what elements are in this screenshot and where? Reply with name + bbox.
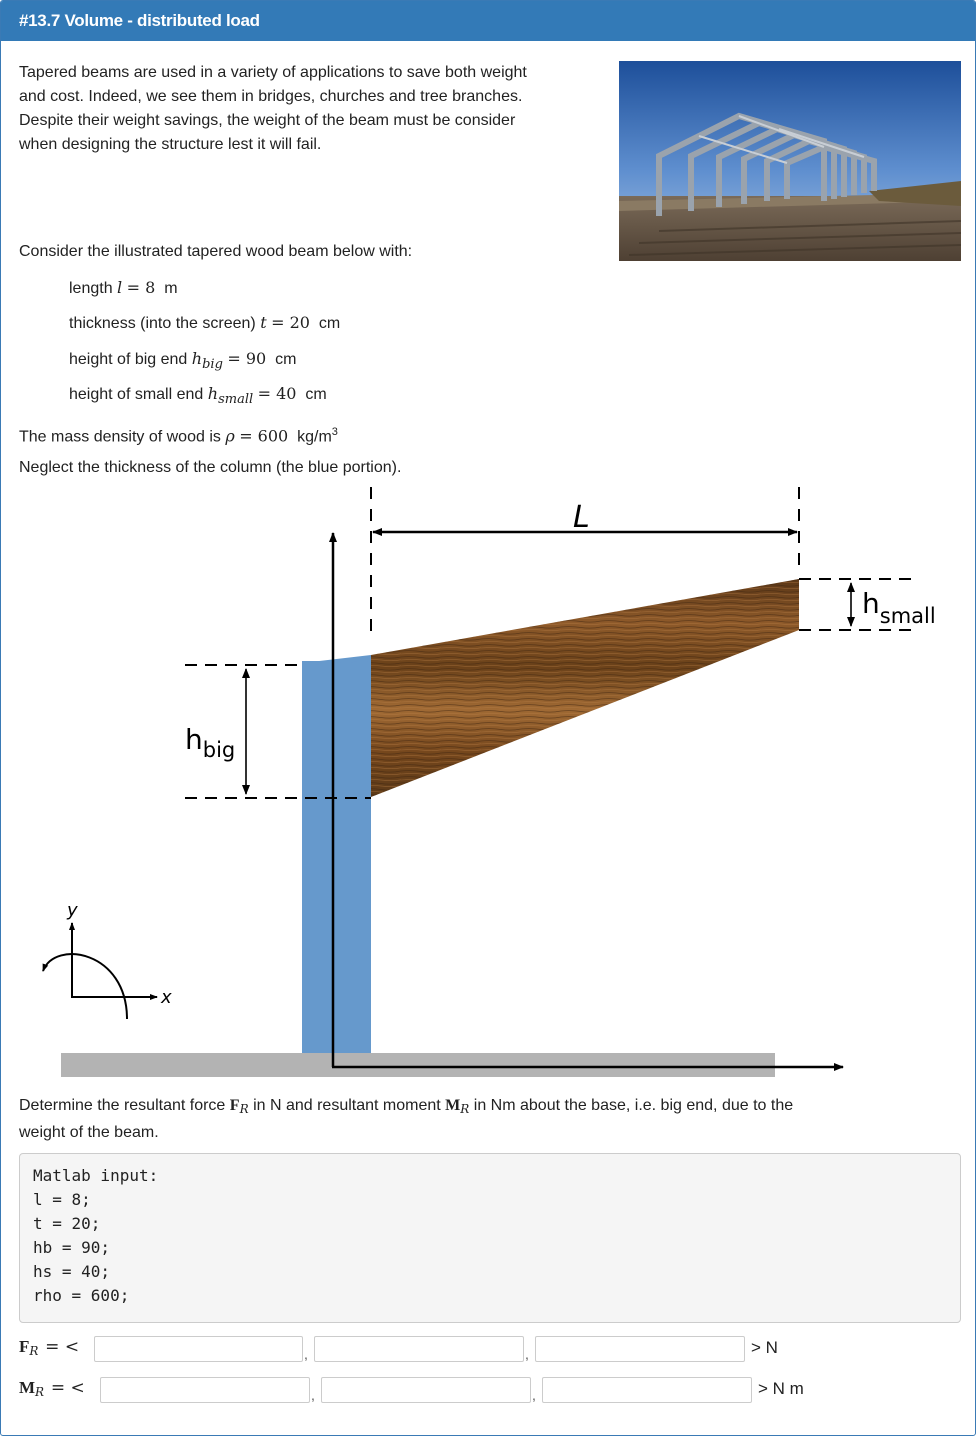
coordinate-system-icon [43,900,172,1019]
mr-label [19,1378,85,1399]
mr-comma: , [532,1387,536,1403]
param-thickness-symbol: t [260,313,267,332]
consider-text: Consider the illustrated tapered wood beam below with: [19,243,413,260]
label-hsmall-subscript: small [879,604,936,628]
determine-part-a: Determine the resultant force [19,1097,226,1114]
mr-y-input[interactable] [321,1377,531,1403]
fr-z-input[interactable] [535,1336,745,1362]
param-hbig [69,347,296,377]
param-hsmall-subscript: small [218,392,254,407]
intro-line: Tapered beams are used in a variety of applications to save both weight [19,64,527,81]
label-hbig-subscript: big [202,738,236,762]
column [302,661,371,1053]
axis-x-label: x [161,987,172,1008]
fr-x-input[interactable] [94,1336,303,1362]
density-text [19,420,338,449]
mr-x-input[interactable] [100,1377,310,1403]
ground-slab [61,1053,775,1077]
label-hbig [185,723,235,762]
param-length-value: = 8 [126,278,156,297]
param-hbig-unit: cm [275,351,297,368]
determine-MR-subscript: R [460,1102,470,1116]
density-symbol: ρ [225,426,235,446]
code-line: hs = 40; [33,1262,111,1281]
problem-title: #13.7 Volume - distributed load [19,11,260,30]
param-hsmall-label: height of small end [69,386,204,403]
fr-symbol: F [19,1337,30,1356]
fr-equals: = < [45,1337,80,1357]
intro-line: Despite their weight savings, the weight of the beam must be consider [19,112,516,129]
intro-line: when designing the structure lest it will fail. [19,136,322,153]
mr-unit: > N m [758,1379,804,1398]
param-hbig-symbol: h [191,349,203,368]
beam-diagram [1,479,976,1079]
density-label: The mass density of wood is [19,428,221,446]
building-frame-photo [619,61,961,261]
param-hbig-subscript: big [202,357,223,372]
fr-subscript: R [29,1344,39,1358]
fr-unit: > N [751,1338,778,1357]
fr-comma: , [304,1346,308,1362]
mr-subscript: R [35,1385,45,1399]
code-line: rho = 600; [33,1286,130,1305]
label-hsmall-h: h [862,587,880,620]
mr-comma: , [311,1387,315,1403]
param-hbig-value: = 90 [227,349,267,368]
code-line: Matlab input: [33,1166,159,1185]
param-hsmall-symbol: h [207,384,219,403]
param-hsmall-value: = 40 [257,384,297,403]
determine-part-c: in Nm about the base, i.e. big end, due to the [473,1097,794,1114]
determine-line-2: weight of the beam. [19,1124,159,1141]
fr-y-input[interactable] [314,1336,524,1362]
label-L: L [573,500,590,535]
intro-line: and cost. Indeed, we see them in bridges, churches and tree branches. [19,88,523,105]
param-thickness [69,311,340,336]
problem-header [1,1,975,41]
param-length-symbol: l [117,278,123,297]
code-line: l = 8; [33,1190,91,1209]
param-length-unit: m [164,280,178,297]
matlab-input-block [19,1153,961,1323]
mr-equals: = < [50,1378,85,1398]
axis-y-label: y [67,900,78,921]
param-thickness-value: = 20 [271,313,310,332]
intro-paragraph [19,61,609,157]
code-line: hb = 90; [33,1238,111,1257]
param-length [69,276,178,301]
determine-text [19,1094,959,1145]
fr-comma: , [525,1346,529,1362]
mr-symbol: M [19,1378,36,1397]
label-hbig-h: h [185,723,203,756]
param-hbig-label: height of big end [69,351,188,368]
label-hsmall [862,587,936,628]
determine-MR-symbol: M [445,1097,461,1114]
param-hsmall [69,382,327,412]
density-unit: kg/m [297,428,332,446]
fr-label [19,1337,79,1358]
determine-FR-symbol: F [229,1097,240,1114]
param-thickness-unit: cm [318,315,341,332]
param-hsmall-unit: cm [305,386,327,403]
param-thickness-label: thickness (into the screen) [69,315,256,332]
determine-part-b: in N and resultant moment [253,1097,441,1114]
density-unit-exponent: 3 [331,426,338,438]
code-line: t = 20; [33,1214,101,1233]
param-length-label: length [69,280,113,297]
density-value: = 600 [239,426,289,446]
mr-z-input[interactable] [542,1377,752,1403]
determine-FR-subscript: R [239,1102,249,1116]
neglect-text: Neglect the thickness of the column (the blue portion). [19,459,402,476]
